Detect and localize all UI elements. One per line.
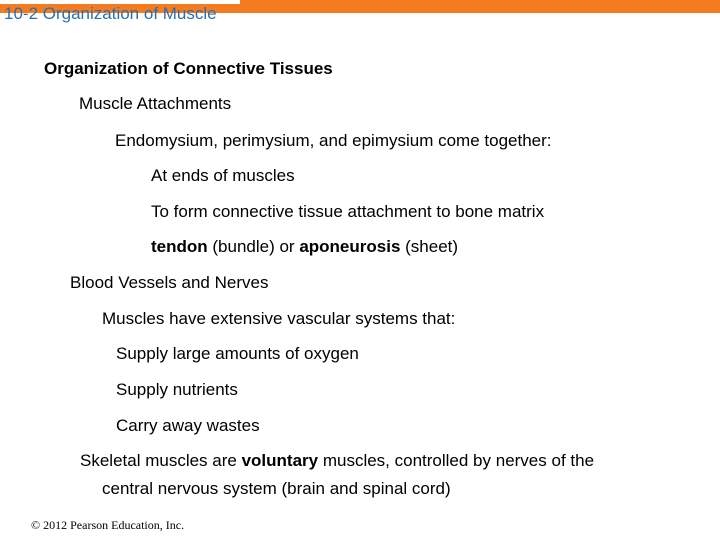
voluntary-term: voluntary (241, 451, 319, 470)
skeletal-prefix: Skeletal muscles are (80, 451, 242, 470)
bullet-blood-vessels: Blood Vessels and Nerves (70, 273, 269, 292)
aponeurosis-term: aponeurosis (299, 237, 401, 256)
bullet-wastes: Carry away wastes (116, 416, 260, 435)
slide-title: 10-2 Organization of Muscle (4, 4, 217, 23)
bullet-cns: central nervous system (brain and spinal cord) (102, 479, 451, 498)
bullet-ends-of-muscles: At ends of muscles (151, 166, 295, 185)
bullet-muscle-attachments: Muscle Attachments (79, 94, 232, 113)
bundle-text: (bundle) or (207, 237, 300, 256)
bullet-to-form: To form connective tissue attachment to bone matrix (151, 202, 545, 221)
bullet-nutrients: Supply nutrients (116, 380, 238, 399)
bullet-oxygen: Supply large amounts of oxygen (116, 344, 359, 363)
bullet-skeletal-voluntary (80, 451, 594, 471)
tendon-term: tendon (151, 237, 208, 256)
title-clip (0, 0, 240, 4)
bullet-endomysium: Endomysium, perimysium, and epimysium come together: (115, 131, 552, 150)
skeletal-suffix: muscles, controlled by nerves of the (318, 451, 595, 470)
copyright-notice: © 2012 Pearson Education, Inc. (31, 518, 185, 532)
bullet-tendon-aponeurosis (151, 237, 458, 257)
bullet-vascular: Muscles have extensive vascular systems that: (102, 309, 456, 328)
sheet-text: (sheet) (400, 237, 459, 256)
section-heading: Organization of Connective Tissues (44, 59, 333, 78)
